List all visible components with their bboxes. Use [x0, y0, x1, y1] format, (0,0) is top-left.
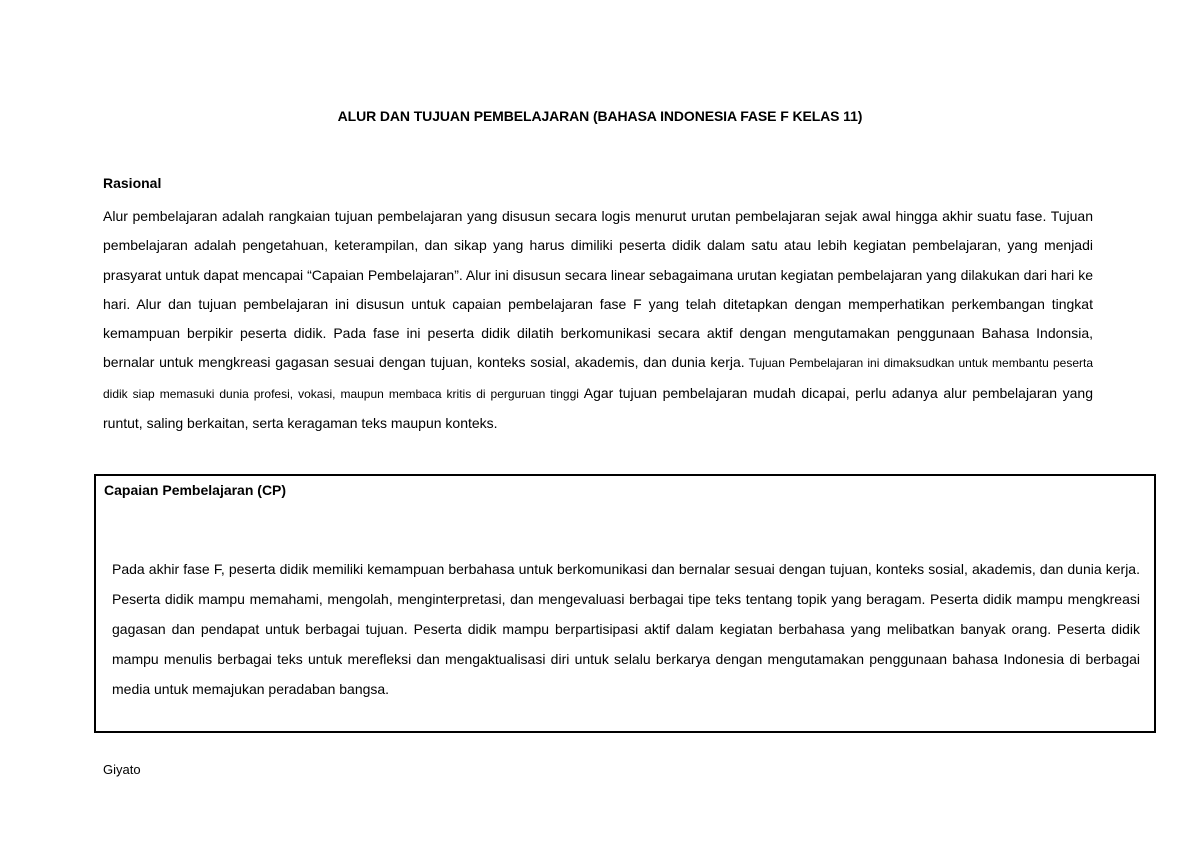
- rasional-paragraph: [103, 202, 1093, 438]
- rasional-text-small: Tujuan Pembelajaran ini dimaksudkan untuk membantu peserta didik siap memasuki dunia profesi, vokasi, maupun membaca kritis di perguruan tinggi: [103, 356, 1093, 401]
- author-name: Giyato: [103, 762, 141, 777]
- capaian-heading: Capaian Pembelajaran (CP): [104, 482, 287, 498]
- rasional-heading: Rasional: [103, 175, 162, 191]
- capaian-paragraph: Pada akhir fase F, peserta didik memiliki kemampuan berbahasa untuk berkomunikasi dan bernalar sesuai dengan tujuan, konteks sosial, akademis, dan dunia kerja. Peserta didik mampu memahami, mengolah, menginterpretasi, dan mengevaluasi berbagai tipe teks tentang topik yang beragam. Peserta didik mampu mengkreasi gagasan dan pendapat untuk berbagai tujuan. Peserta didik mampu berpartisipasi aktif dalam kegiatan berbahasa yang melibatkan banyak orang. Peserta didik mampu menulis berbagai teks untuk merefleksi dan mengaktualisasi diri untuk selalu berkarya dengan mengutamakan penggunaan bahasa Indonesia di berbagai media untuk memajukan peradaban bangsa.: [112, 561, 1140, 697]
- rasional-text-main: Alur pembelajaran adalah rangkaian tujuan pembelajaran yang disusun secara logis menurut urutan pembelajaran sejak awal hingga akhir suatu fase. Tujuan pembelajaran adalah pengetahuan, keterampilan, dan sikap yang harus dimiliki peserta didik dalam satu atau lebih kegiatan pembelajaran, yang menjadi prasyarat untuk dapat mencapai “Capaian Pembelajaran”. Alur ini disusun secara linear sebagaimana urutan kegiatan pembelajaran yang dilakukan dari hari ke hari. Alur dan tujuan pembelajaran ini disusun untuk capaian pembelajaran fase F yang telah ditetapkan dengan memperhatikan perkembangan tingkat kemampuan berpikir peserta didik. Pada fase ini peserta didik dilatih berkomunikasi secara aktif dengan mengutamakan penggunaan Bahasa Indonsia, bernalar untuk mengkreasi gagasan sesuai dengan tujuan, konteks sosial, akademis, dan dunia kerja.: [103, 208, 1093, 371]
- capaian-pembelajaran-box: [94, 474, 1156, 733]
- rasional-text-end: Agar tujuan pembelajaran mudah dicapai, perlu adanya alur pembelajaran yang runtut, saling berkaitan, serta keragaman teks maupun konteks.: [103, 384, 1093, 432]
- document-title: ALUR DAN TUJUAN PEMBELAJARAN (BAHASA INDONESIA FASE F KELAS 11): [337, 108, 863, 124]
